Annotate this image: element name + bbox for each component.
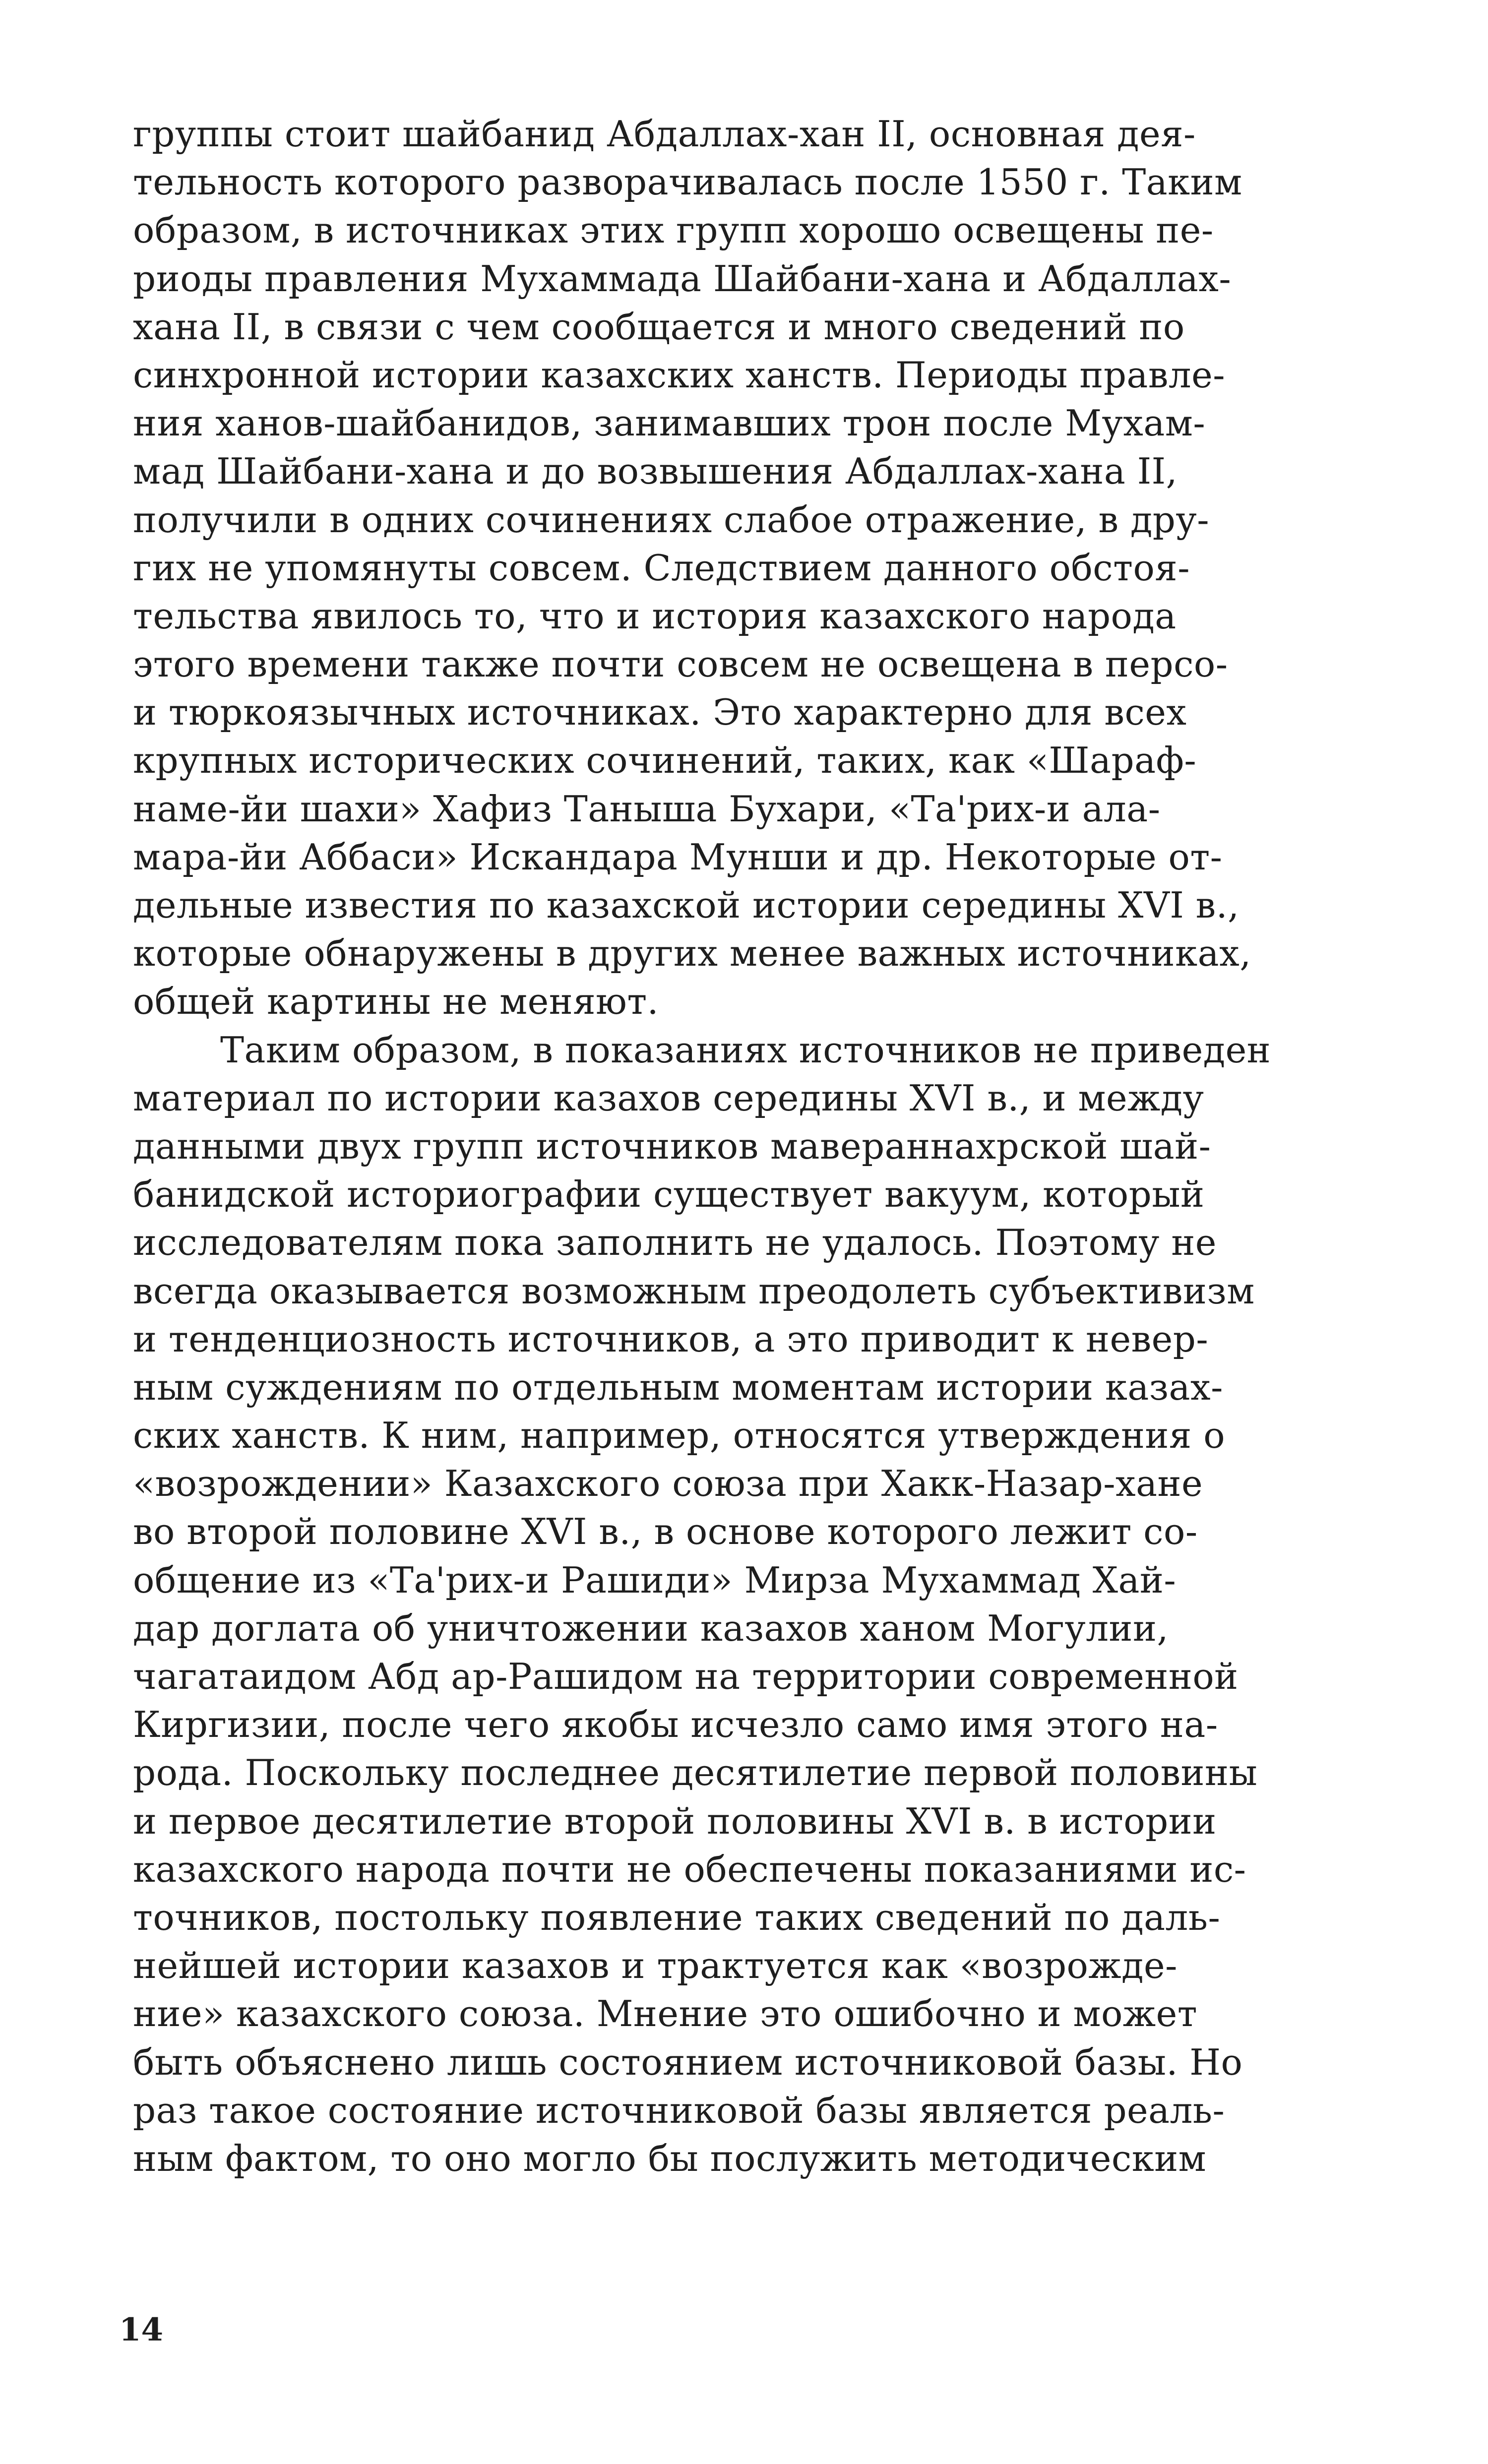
text-line: во второй половине XVI в., в основе которого лежит со- bbox=[133, 1511, 1198, 1553]
text-line: общение из «Та'рих-и Рашиди» Мирза Мухаммад Хай- bbox=[133, 1559, 1177, 1601]
page-number: 14 bbox=[119, 2311, 164, 2348]
text-line: группы стоит шайбанид Абдаллах-хан II, основная дея- bbox=[133, 113, 1196, 155]
text-line: дар доглата об уничтожении казахов ханом Могулии, bbox=[133, 1607, 1169, 1649]
text-line: и тенденциозность источников, а это приводит к невер- bbox=[133, 1318, 1209, 1360]
text-line: точников, постольку появление таких сведений по даль- bbox=[133, 1896, 1221, 1938]
text-line: тельность которого разворачивалась после 1550 г. Таким bbox=[133, 161, 1242, 203]
body-text bbox=[133, 110, 1442, 2183]
text-line: исследователям пока заполнить не удалось. Поэтому не bbox=[133, 1222, 1217, 1264]
text-line: ских ханств. К ним, например, относятся утверждения о bbox=[133, 1415, 1226, 1457]
text-line: хана II, в связи с чем сообщается и много сведений по bbox=[133, 306, 1185, 348]
text-line: мара-йи Аббаси» Искандара Мунши и др. Некоторые от- bbox=[133, 836, 1223, 878]
text-line: и первое десятилетие второй половины XVI в. в истории bbox=[133, 1800, 1217, 1842]
text-line: ным фактом, то оно могло бы послужить методическим bbox=[133, 2137, 1207, 2179]
text-line: чагатаидом Абд ар-Рашидом на территории современной bbox=[133, 1656, 1239, 1697]
text-line: риоды правления Мухаммада Шайбани-хана и Абдаллах- bbox=[133, 257, 1232, 300]
text-line: казахского народа почти не обеспечены показаниями ис- bbox=[133, 1848, 1246, 1890]
text-line: дельные известия по казахской истории середины XVI в., bbox=[133, 884, 1240, 926]
text-line: Таким образом, в показаниях источников не приведен bbox=[220, 1029, 1271, 1071]
text-line: наме-йи шахи» Хафиз Таныша Бухари, «Та'рих-и ала- bbox=[133, 788, 1161, 830]
text-line: нейшей истории казахов и трактуется как «возрожде- bbox=[133, 1945, 1178, 1987]
text-line: тельства явилось то, что и история казахского народа bbox=[133, 595, 1177, 637]
text-line: которые обнаружены в других менее важных источниках, bbox=[133, 932, 1251, 975]
text-line: всегда оказывается возможным преодолеть субъективизм bbox=[133, 1270, 1255, 1312]
text-line: Киргизии, после чего якобы исчезло само имя этого на- bbox=[133, 1704, 1218, 1746]
text-line: рода. Поскольку последнее десятилетие первой половины bbox=[133, 1752, 1258, 1794]
text-line: общей картины не меняют. bbox=[133, 981, 659, 1023]
paragraph bbox=[133, 1026, 1442, 2183]
text-line: банидской историографии существует вакуум, который bbox=[133, 1173, 1205, 1216]
text-line: мад Шайбани-хана и до возвышения Абдаллах-хана II, bbox=[133, 450, 1178, 493]
text-line: ния ханов-шайбанидов, занимавших трон после Мухам- bbox=[133, 402, 1206, 444]
text-line: быть объяснено лишь состоянием источниковой базы. Но bbox=[133, 2041, 1243, 2083]
text-line: «возрождении» Казахского союза при Хакк-Назар-хане bbox=[133, 1463, 1203, 1505]
text-line: крупных исторических сочинений, таких, как «Шараф- bbox=[133, 739, 1197, 782]
text-line: ние» казахского союза. Мнение это ошибочно и может bbox=[133, 1993, 1198, 2035]
text-line: синхронной истории казахских ханств. Периоды правле- bbox=[133, 354, 1226, 396]
text-line: раз такое состояние источниковой базы является реаль- bbox=[133, 2089, 1225, 2131]
text-line: ным суждениям по отдельным моментам истории казах- bbox=[133, 1366, 1223, 1408]
text-line: материал по истории казахов середины XVI в., и между bbox=[133, 1077, 1204, 1119]
text-line: получили в одних сочинениях слабое отражение, в дру- bbox=[133, 498, 1210, 541]
text-line: гих не упомянуты совсем. Следствием данного обстоя- bbox=[133, 547, 1190, 589]
text-line: этого времени также почти совсем не освещена в персо- bbox=[133, 643, 1228, 685]
paragraph bbox=[133, 110, 1442, 1026]
text-line: и тюркоязычных источниках. Это характерно для всех bbox=[133, 691, 1187, 734]
text-line: образом, в источниках этих групп хорошо освещены пе- bbox=[133, 209, 1214, 251]
text-line: данными двух групп источников мавераннахрской шай- bbox=[133, 1125, 1211, 1167]
